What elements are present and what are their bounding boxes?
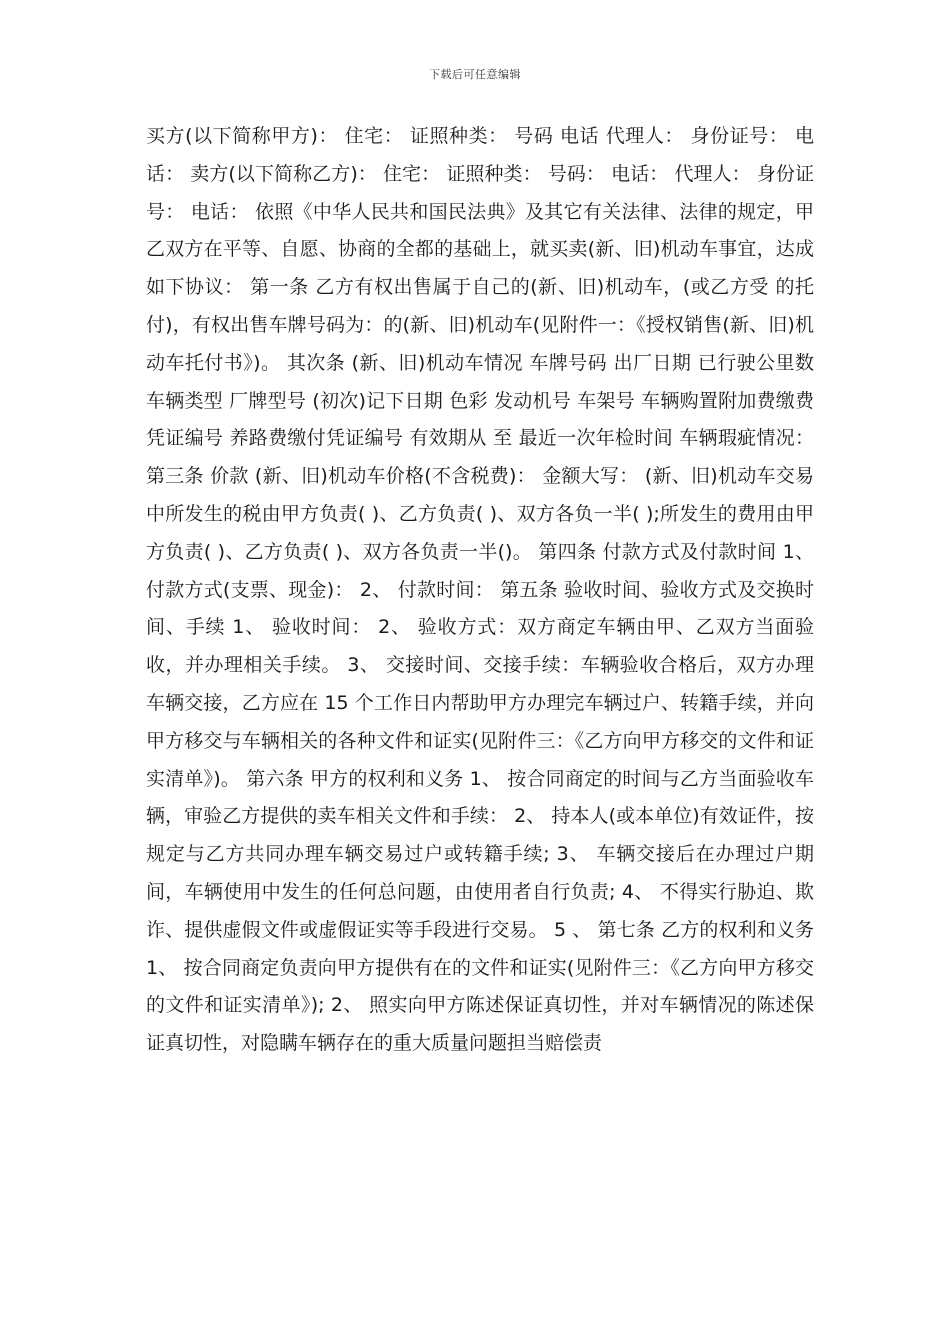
- contract-body-text: 买方(以下简称甲方)： 住宅： 证照种类： 号码 电话 代理人： 身份证号： 电话： 卖方(以下简称乙方)： 住宅： 证照种类： 号码： 电话： 代理人： 身份证号： 电话： 依照《中华人民共和国民法典》及其它有关法律、法律的规定，甲乙双方在平等、自愿、协商的全都的基础上，就买卖(新、旧)机动车事宜，达成如下协议： 第一条 乙方有权出售属于自己的(新、旧)机动车，(或乙方受 的托付)，有权出售车牌号码为：的(新、旧)机动车(见附件一：《授权销售(新、旧)机动车托付书》)。 其次条 (新、旧)机动车情况 车牌号码 出厂日期 已行驶公里数 车辆类型 厂牌型号 (初次)记下日期 色彩 发动机号 车架号 车辆购置附加费缴费凭证编号 养路费缴付凭证编号 有效期从 至 最近一次年检时间 车辆瑕疵情况： 第三条 价款 (新、旧)机动车价格(不含税费)： 金额大写： (新、旧)机动车交易中所发生的税由甲方负责( )、乙方负责( )、双方各负一半( );所发生的费用由甲方负责( )、乙方负责( )、双方各负责一半()。 第四条 付款方式及付款时间 1、 付款方式(支票、现金)： 2、 付款时间： 第五条 验收时间、验收方式及交换时间、手续 1、 验收时间： 2、 验收方式：双方商定车辆由甲、乙双方当面验收，并办理相关手续。 3、 交接时间、交接手续：车辆验收合格后，双方办理车辆交接，乙方应在 15 个工作日内帮助甲方办理完车辆过户、转籍手续，并向甲方移交与车辆相关的各种文件和证实(见附件三：《乙方向甲方移交的文件和证实清单》)。 第六条 甲方的权利和义务 1、 按合同商定的时间与乙方当面验收车辆，审验乙方提供的卖车相关文件和手续： 2、 持本人(或本单位)有效证件，按规定与乙方共同办理车辆交易过户或转籍手续; 3、 车辆交接后在办理过户期间，车辆使用中发生的任何总问题，由使用者自行负责; 4、 不得实行胁迫、欺诈、提供虚假文件或虚假证实等手段进行交易。 5 、 第七条 乙方的权利和义务 1、 按合同商定负责向甲方提供有在的文件和证实(见附件三：《乙方向甲方移交的文件和证实清单》); 2、 照实向甲方陈述保证真切性，并对车辆情况的陈述保证真切性，对隐瞒车辆存在的重大质量问题担当赔偿责: [146, 125, 821, 1055]
- page-header: 下载后可任意编辑: [429, 68, 521, 81]
